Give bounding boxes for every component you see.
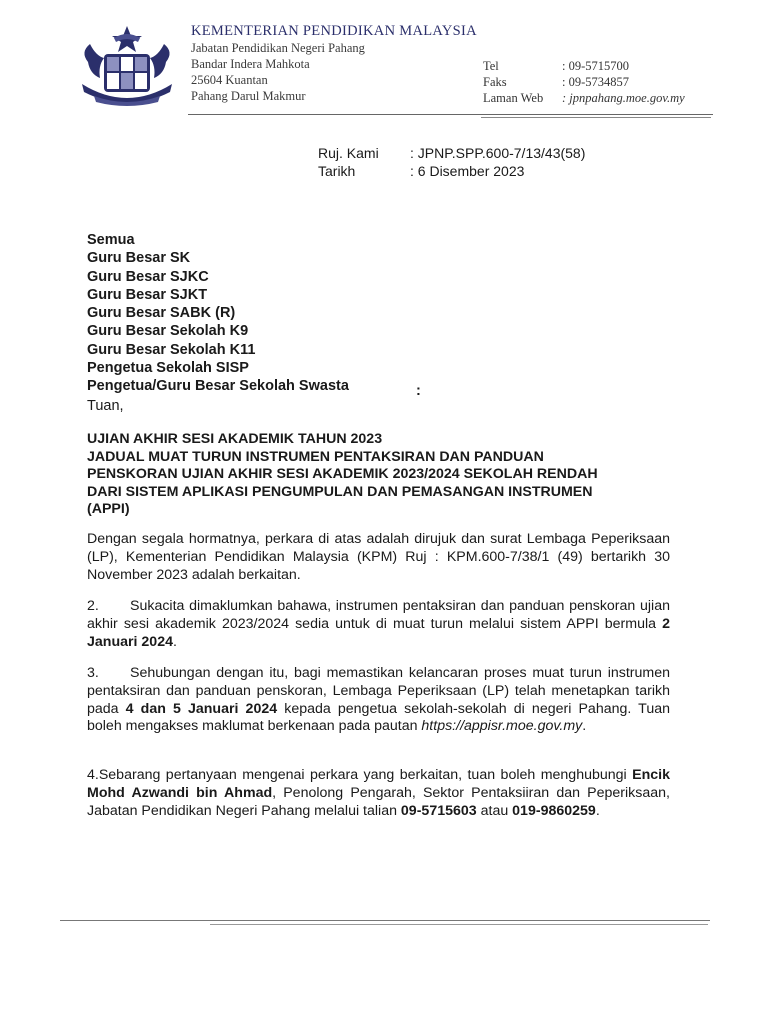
web-value: : jpnpahang.moe.gov.my: [562, 91, 685, 105]
paragraph-text: Sukacita dimaklumkan bahawa, instrumen pentaksiran dan panduan penskoran ujian akhir sesi akademik 2023/2024 sedia untuk di muat turun melalui sistem APPI bermula: [87, 598, 670, 632]
footer-divider: [60, 920, 710, 921]
salutation: Tuan,: [87, 398, 124, 414]
addressee-line: Pengetua/Guru Besar Sekolah Swasta: [87, 378, 349, 395]
contact-phone-1: 09-5715603: [400, 802, 477, 819]
subject-line: (APPI): [87, 501, 130, 518]
addressee-line: Guru Besar SK: [87, 250, 191, 267]
paragraph-2: [87, 598, 670, 651]
contact-person: Encik Mohd Azwandi bin Ahmad: [87, 767, 670, 801]
addressee-line: Guru Besar Sekolah K9: [87, 323, 249, 340]
appi-link[interactable]: https://appisr.moe.gov.my: [421, 718, 583, 735]
date-label: Tarikh: [318, 163, 356, 179]
paragraph-text: 4.Sebarang pertanyaan mengenai perkara yang berkaitan, tuan boleh menghubungi: [87, 767, 633, 783]
tel-label: Tel: [483, 59, 499, 73]
address-line: Bandar Indera Mahkota: [191, 57, 310, 71]
address-line: Pahang Darul Makmur: [191, 89, 306, 103]
addressee-line: Semua: [87, 232, 135, 248]
ref-label: Ruj. Kami: [318, 145, 379, 161]
subject-line: UJIAN AKHIR SESI AKADEMIK TAHUN 2023: [87, 431, 383, 447]
paragraph-text: kepada pengetua sekolah-sekolah di negeri Pahang. Tuan boleh mengakses maklumat berkenaan pada pautan: [87, 700, 670, 735]
ref-value: : JPNP.SPP.600-7/13/43(58): [410, 145, 586, 161]
subject-line: DARI SISTEM APLIKASI PENGUMPULAN DAN PEMASANGAN INSTRUMEN: [87, 483, 593, 500]
address-line: 25604 Kuantan: [191, 73, 268, 87]
paragraph-text: , Penolong Pengarah, Sektor Pentaksiiran dan Peperiksaan, Jabatan Pendidikan Negeri Pahang melalui talian: [87, 784, 670, 819]
addressee-line: Guru Besar Sekolah K11: [87, 341, 256, 358]
web-label: Laman Web: [483, 91, 544, 105]
fax-label: Faks: [483, 75, 507, 89]
download-dates: 4 dan 5 Januari 2024: [125, 700, 278, 717]
start-date: 2 Januari 2024: [87, 615, 670, 650]
paragraph-number: 2.: [87, 598, 99, 614]
paragraph-3: [87, 665, 670, 736]
fax-value: : 09-5734857: [562, 75, 630, 89]
letterhead-agency: [191, 22, 477, 104]
date-value: : 6 Disember 2023: [410, 163, 525, 179]
reference-block: [318, 144, 585, 180]
crest-icon: [74, 22, 180, 110]
ministry-name: KEMENTERIAN PENDIDIKAN MALAYSIA: [191, 23, 477, 39]
letterhead-divider: [188, 114, 713, 115]
paragraph-4: [87, 767, 670, 820]
contact-phone-2: 019-9860259: [512, 802, 596, 819]
letterhead-divider: [481, 117, 711, 118]
addressee-list: [87, 231, 349, 396]
addressee-line: Pengetua Sekolah SISP: [87, 360, 249, 377]
subject-line: PENSKORAN UJIAN AKHIR SESI AKADEMIK 2023/2024 SEKOLAH RENDAH: [87, 466, 598, 483]
paragraph-text: .: [582, 718, 587, 735]
addressee-line: Guru Besar SJKT: [87, 286, 208, 303]
paragraph-text: .: [172, 633, 177, 650]
letter-subject: [87, 431, 647, 519]
tel-value: : 09-5715700: [562, 59, 630, 73]
addressee-line: Guru Besar SJKC: [87, 268, 209, 285]
paragraph-1: Dengan segala hormatnya, perkara di atas adalah dirujuk dan surat Lembaga Peperiksaan (LP), Kementerian Pendidikan Malaysia (KPM) Ruj : KPM.600-7/38/1 (49) bertarikh 30 November 2023 adalah berkaitan.: [87, 531, 670, 583]
addressee-line: Guru Besar SABK (R): [87, 305, 236, 322]
subject-line: JADUAL MUAT TURUN INSTRUMEN PENTAKSIRAN DAN PANDUAN: [87, 448, 544, 465]
department-name: Jabatan Pendidikan Negeri Pahang: [191, 41, 365, 55]
footer-divider: [210, 924, 708, 925]
paragraph-text: atau: [476, 802, 513, 819]
paragraph-number: 3.: [87, 665, 99, 681]
letterhead-contact: [483, 58, 685, 106]
colon-mark: :: [416, 383, 421, 399]
paragraph-text: .: [595, 802, 600, 819]
paragraph-text: Sehubungan dengan itu, bagi memastikan kelancaran proses muat turun instrumen pentaksiran dan panduan penskoran, Lembaga Peperiksaan (LP) telah menetapkan tarikh pada: [87, 665, 670, 717]
